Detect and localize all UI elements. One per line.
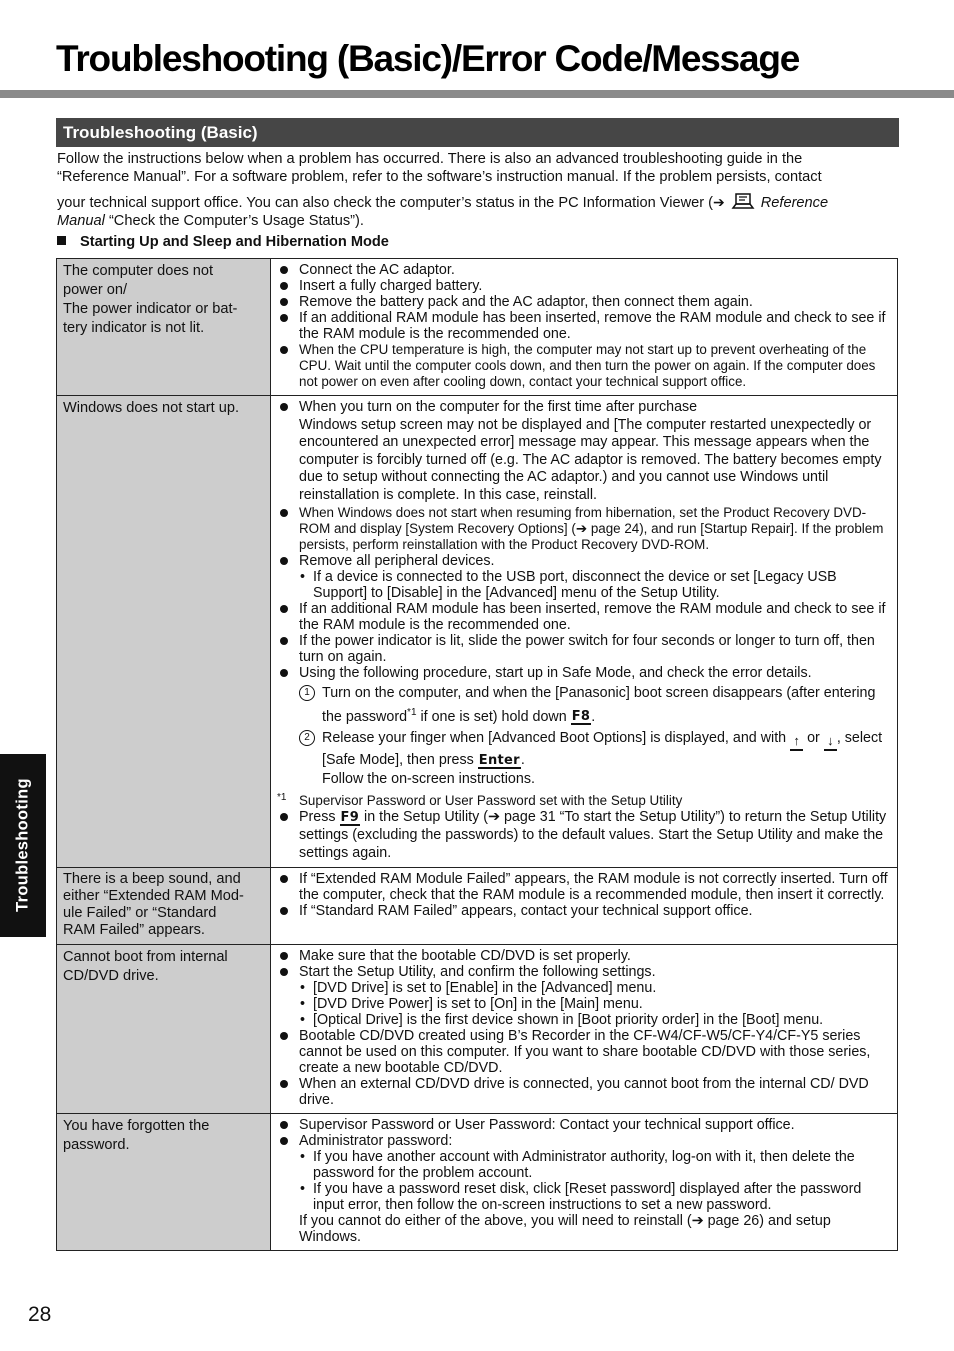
list-item: When Windows does not start when resuming from hibernation, set the Product Recovery DVD-ROM and display [System Recovery Options] (➔ page 24), and run [Startup Repair]. If the problem persists, perform reinstallation with the Product Recovery DVD-ROM. bbox=[277, 505, 891, 553]
solution-cell bbox=[271, 259, 898, 396]
list-item: If an additional RAM module has been inserted, remove the RAM module and check to see if the RAM module is the recommended one. bbox=[277, 310, 891, 342]
circled-number-icon: 2 bbox=[299, 730, 315, 746]
problem-cell: You have forgotten the password. bbox=[57, 1114, 271, 1251]
f8-key-icon: F8 bbox=[571, 709, 591, 725]
intro-paragraph: Follow the instructions below when a problem has occurred. There is also an advanced troubleshooting guide in the “Reference Manual”. For a software problem, refer to the software’s instruction manual. If the problem persists, contact your technical support office. You can also check the computer’s status in the PC Information Viewer (➔ Reference Manual “Check the Computer’s Usage Status”). bbox=[57, 151, 829, 229]
circled-number-icon: 1 bbox=[299, 685, 315, 701]
step-2: 2 Release your finger when [Advanced Boot Options] is displayed, and with ↑ or ↓ , select [Safe Mode], then press Enter. Follow the on-screen instructions. bbox=[299, 729, 891, 789]
enter-key-icon: Enter bbox=[478, 753, 520, 769]
down-arrow-key-icon: ↓ bbox=[824, 734, 837, 751]
list-item: Connect the AC adaptor. bbox=[277, 262, 891, 278]
list-item: If an additional RAM module has been inserted, remove the RAM module and check to see if the RAM module is the recommended one. bbox=[277, 601, 891, 633]
list-item: Press F9 in the Setup Utility (➔ page 31 “To start the Setup Utility”) to return the Setup Utility settings (excluding the passwords) to the default values. Start the Setup Utility and make the settings again. bbox=[277, 809, 891, 862]
list-item: Administrator password: • If you have another account with Administrator authority, log-on with it, then delete the password for the problem account. • If you have a password reset disk, click [Reset password] displayed after the password input error, then follow the on-screen instructions to set a new password. If you cannot do either of the above, you will need to reinstall (➔ page 26) and setup Windows. bbox=[277, 1133, 891, 1245]
list-item: Insert a fully charged battery. bbox=[277, 278, 891, 294]
section-heading: Troubleshooting (Basic) bbox=[56, 118, 899, 147]
list-item: When the CPU temperature is high, the computer may not start up to prevent overheating of the CPU. Wait until the computer cools down, and then turn the power on again. If the computer does not power on even after cooling down, contact your technical support office. bbox=[277, 342, 891, 390]
reference-manual-icon bbox=[731, 193, 755, 210]
subsection-heading: Starting Up and Sleep and Hibernation Mode bbox=[57, 234, 389, 250]
table-row bbox=[57, 868, 898, 945]
sub-list-item: • If you have a password reset disk, click [Reset password] displayed after the password input error, then follow the on-screen instructions to set a new password. bbox=[299, 1181, 891, 1213]
solution-cell bbox=[271, 868, 898, 945]
list-item: Bootable CD/DVD created using B’s Recorder in the CF-W4/CF-W5/CF-Y4/CF-Y5 series cannot be used on this computer. If you want to share bootable CD/DVD with those series, create a new bootable CD/DVD. bbox=[277, 1028, 891, 1076]
step-1: 1 Turn on the computer, and when the [Panasonic] boot screen disappears (after entering the password$^{*1}$ if one is set) hold down F8. bbox=[299, 684, 891, 727]
page-title: Troubleshooting (Basic)/Error Code/Message bbox=[56, 38, 800, 79]
arrow-icon: ➔ bbox=[575, 520, 588, 536]
up-arrow-key-icon: ↑ bbox=[790, 734, 803, 751]
table-row bbox=[57, 1114, 898, 1251]
table-row bbox=[57, 259, 898, 396]
troubleshooting-table bbox=[56, 258, 898, 1251]
list-item: Using the following procedure, start up in Safe Mode, and check the error details. 1 Turn on the computer, and when the [Panasonic] boot screen disappears (after entering the password$^{*1}$ if one is set) hold down F8. 2 Release your finger when [Advanced Boot Options] is displayed, and with ↑ or ↓ , select [Safe Mode], then press Enter. Follow the on-screen instructions. bbox=[277, 665, 891, 790]
list-item: When an external CD/DVD drive is connected, you cannot boot from the internal CD/ DVD drive. bbox=[277, 1076, 891, 1108]
sub-list-item: • [Optical Drive] is the first device shown in [Boot priority order] in the [Boot] menu. bbox=[299, 1012, 891, 1028]
table-row bbox=[57, 396, 898, 868]
side-tab: Troubleshooting bbox=[0, 754, 46, 937]
square-bullet-icon bbox=[57, 236, 66, 245]
problem-cell: Cannot boot from internal CD/DVD drive. bbox=[57, 945, 271, 1114]
list-item: Remove all peripheral devices. • If a device is connected to the USB port, disconnect the device or set [Legacy USB Support] to [Disable] in the [Advanced] menu of the Setup Utility. bbox=[277, 553, 891, 601]
list-item: If “Extended RAM Module Failed” appears, the RAM module is not correctly inserted. Turn off the computer, check that the RAM module is a recommended module, then insert it correctly. bbox=[277, 871, 891, 903]
arrow-icon: ➔ bbox=[713, 194, 725, 210]
sub-list-item: • [DVD Drive] is set to [Enable] in the [Advanced] menu. bbox=[299, 980, 891, 996]
list-item: If “Standard RAM Failed” appears, contact your technical support office. bbox=[277, 903, 891, 919]
solution-cell bbox=[271, 396, 898, 868]
solution-cell bbox=[271, 945, 898, 1114]
list-item: Remove the battery pack and the AC adaptor, then connect them again. bbox=[277, 294, 891, 310]
list-item: Make sure that the bootable CD/DVD is set properly. bbox=[277, 948, 891, 964]
list-item: Supervisor Password or User Password: Contact your technical support office. bbox=[277, 1117, 891, 1133]
sub-list-item: • If a device is connected to the USB port, disconnect the device or set [Legacy USB Support] to [Disable] in the [Advanced] menu of the Setup Utility. bbox=[299, 569, 891, 601]
footnote: *1 Supervisor Password or User Password set with the Setup Utility bbox=[277, 792, 683, 809]
arrow-icon: ➔ bbox=[488, 809, 500, 826]
page-number: 28 bbox=[28, 1303, 52, 1326]
title-rule bbox=[0, 90, 954, 98]
solution-cell bbox=[271, 1114, 898, 1251]
problem-cell: The computer does not power on/ The power indicator or bat- tery indicator is not lit. bbox=[57, 259, 271, 396]
list-item: When you turn on the computer for the first time after purchase Windows setup screen may not be displayed and [The computer restarted unexpectedly or encountered an unexpected error] message may appear. This message appears when the computer is forcibly turned off (e.g. The AC adaptor is removed. The battery becomes empty due to setup without connecting the AC adaptor.) and you cannot use Windows until reinstallation is complete. In this case, reinstall. bbox=[277, 399, 891, 505]
list-item: Start the Setup Utility, and confirm the following settings. • [DVD Drive] is set to [Enable] in the [Advanced] menu. • [DVD Drive Power] is set to [On] in the [Main] menu. • [Optical Drive] is the first device shown in [Boot priority order] in the [Boot] menu. bbox=[277, 964, 891, 1028]
sub-list-item: • If you have another account with Administrator authority, log-on with it, then delete the password for the problem account. bbox=[299, 1149, 891, 1181]
list-item: If the power indicator is lit, slide the power switch for four seconds or longer to turn off, then turn on again. bbox=[277, 633, 891, 665]
arrow-icon: ➔ bbox=[691, 1213, 704, 1230]
problem-cell: Windows does not start up. bbox=[57, 396, 271, 868]
f9-key-icon: F9 bbox=[340, 810, 360, 826]
sub-list-item: • [DVD Drive Power] is set to [On] in the [Main] menu. bbox=[299, 996, 891, 1012]
table-row bbox=[57, 945, 898, 1114]
problem-cell: There is a beep sound, and either “Extended RAM Mod- ule Failed” or “Standard RAM Failed” appears. bbox=[57, 868, 271, 945]
